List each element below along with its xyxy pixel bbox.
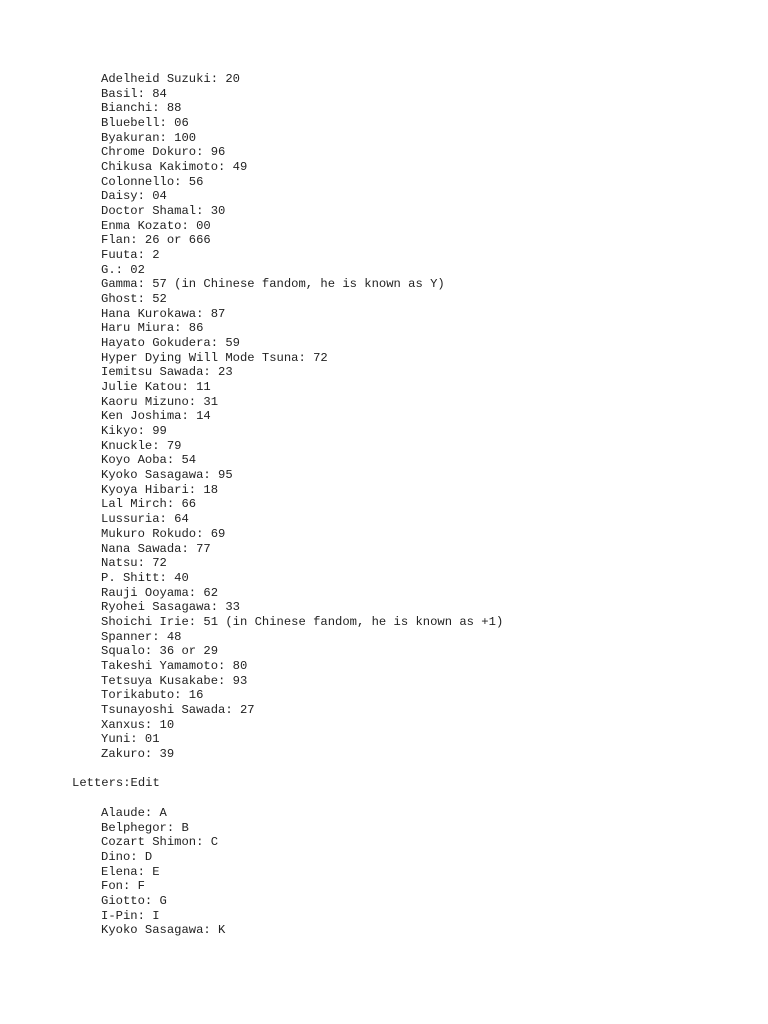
list-item: I-Pin: I [101, 908, 160, 923]
list-item: Haru Miura: 86 [101, 321, 204, 336]
list-item: Takeshi Yamamoto: 80 [101, 658, 248, 673]
list-item: Tetsuya Kusakabe: 93 [101, 673, 248, 688]
list-item: Hana Kurokawa: 87 [101, 306, 226, 321]
list-item: Nana Sawada: 77 [101, 541, 211, 556]
list-item: Hayato Gokudera: 59 [101, 336, 240, 351]
letters-heading: Letters:Edit [72, 776, 160, 790]
list-item: Bluebell: 06 [101, 116, 189, 131]
list-item: Hyper Dying Will Mode Tsuna: 72 [101, 350, 328, 365]
list-item: Koyo Aoba: 54 [101, 453, 197, 468]
list-item: Knuckle: 79 [101, 438, 182, 453]
list-item: Kyoko Sasagawa: K [101, 923, 226, 938]
list-item: Gamma: 57 (in Chinese fandom, he is known as Y) [101, 277, 445, 292]
list-item: Alaude: A [101, 806, 167, 820]
list-item: Dino: D [101, 850, 153, 865]
list-item: Xanxus: 10 [101, 717, 175, 732]
list-item: Natsu: 72 [101, 556, 167, 571]
list-item: Squalo: 36 or 29 [101, 644, 219, 659]
list-item: Chikusa Kakimoto: 49 [101, 160, 248, 175]
list-item: Belphegor: B [101, 820, 189, 835]
list-item: Chrome Dokuro: 96 [101, 145, 226, 160]
list-item: Fon: F [101, 879, 145, 894]
list-item: Kaoru Mizuno: 31 [101, 394, 219, 409]
list-item: Daisy: 04 [101, 189, 167, 204]
list-item: Kyoko Sasagawa: 95 [101, 468, 233, 483]
list-item: Ghost: 52 [101, 292, 167, 307]
list-item: P. Shitt: 40 [101, 570, 189, 585]
list-item: Tsunayoshi Sawada: 27 [101, 702, 255, 717]
list-item: Basil: 84 [101, 86, 167, 101]
list-item: Doctor Shamal: 30 [101, 204, 226, 219]
list-item: Lussuria: 64 [101, 512, 189, 527]
list-item: Lal Mirch: 66 [101, 497, 197, 512]
list-item: Ken Joshima: 14 [101, 409, 211, 424]
list-item: Torikabuto: 16 [101, 688, 204, 703]
list-item: Cozart Shimon: C [101, 835, 219, 850]
list-item: Kyoya Hibari: 18 [101, 482, 219, 497]
list-item: Iemitsu Sawada: 23 [101, 365, 233, 380]
list-item: Adelheid Suzuki: 20 [101, 72, 240, 86]
list-item: Zakuro: 39 [101, 746, 175, 761]
list-item: Spanner: 48 [101, 629, 182, 644]
list-item: Giotto: G [101, 894, 167, 909]
list-item: Julie Katou: 11 [101, 380, 211, 395]
list-item: G.: 02 [101, 262, 145, 277]
list-item: Mukuro Rokudo: 69 [101, 526, 226, 541]
list-item: Flan: 26 or 666 [101, 233, 211, 248]
list-item: Shoichi Irie: 51 (in Chinese fandom, he is known as +1) [101, 614, 504, 629]
list-item: Elena: E [101, 864, 160, 879]
list-item: Kikyo: 99 [101, 424, 167, 439]
list-item: Rauji Ooyama: 62 [101, 585, 219, 600]
list-item: Ryohei Sasagawa: 33 [101, 600, 240, 615]
letters-list [101, 806, 225, 938]
list-item: Enma Kozato: 00 [101, 218, 211, 233]
list-item: Bianchi: 88 [101, 101, 182, 116]
numbers-list [101, 72, 503, 762]
list-item: Colonnello: 56 [101, 174, 204, 189]
list-item: Byakuran: 100 [101, 130, 197, 145]
list-item: Yuni: 01 [101, 732, 160, 747]
list-item: Fuuta: 2 [101, 248, 160, 263]
